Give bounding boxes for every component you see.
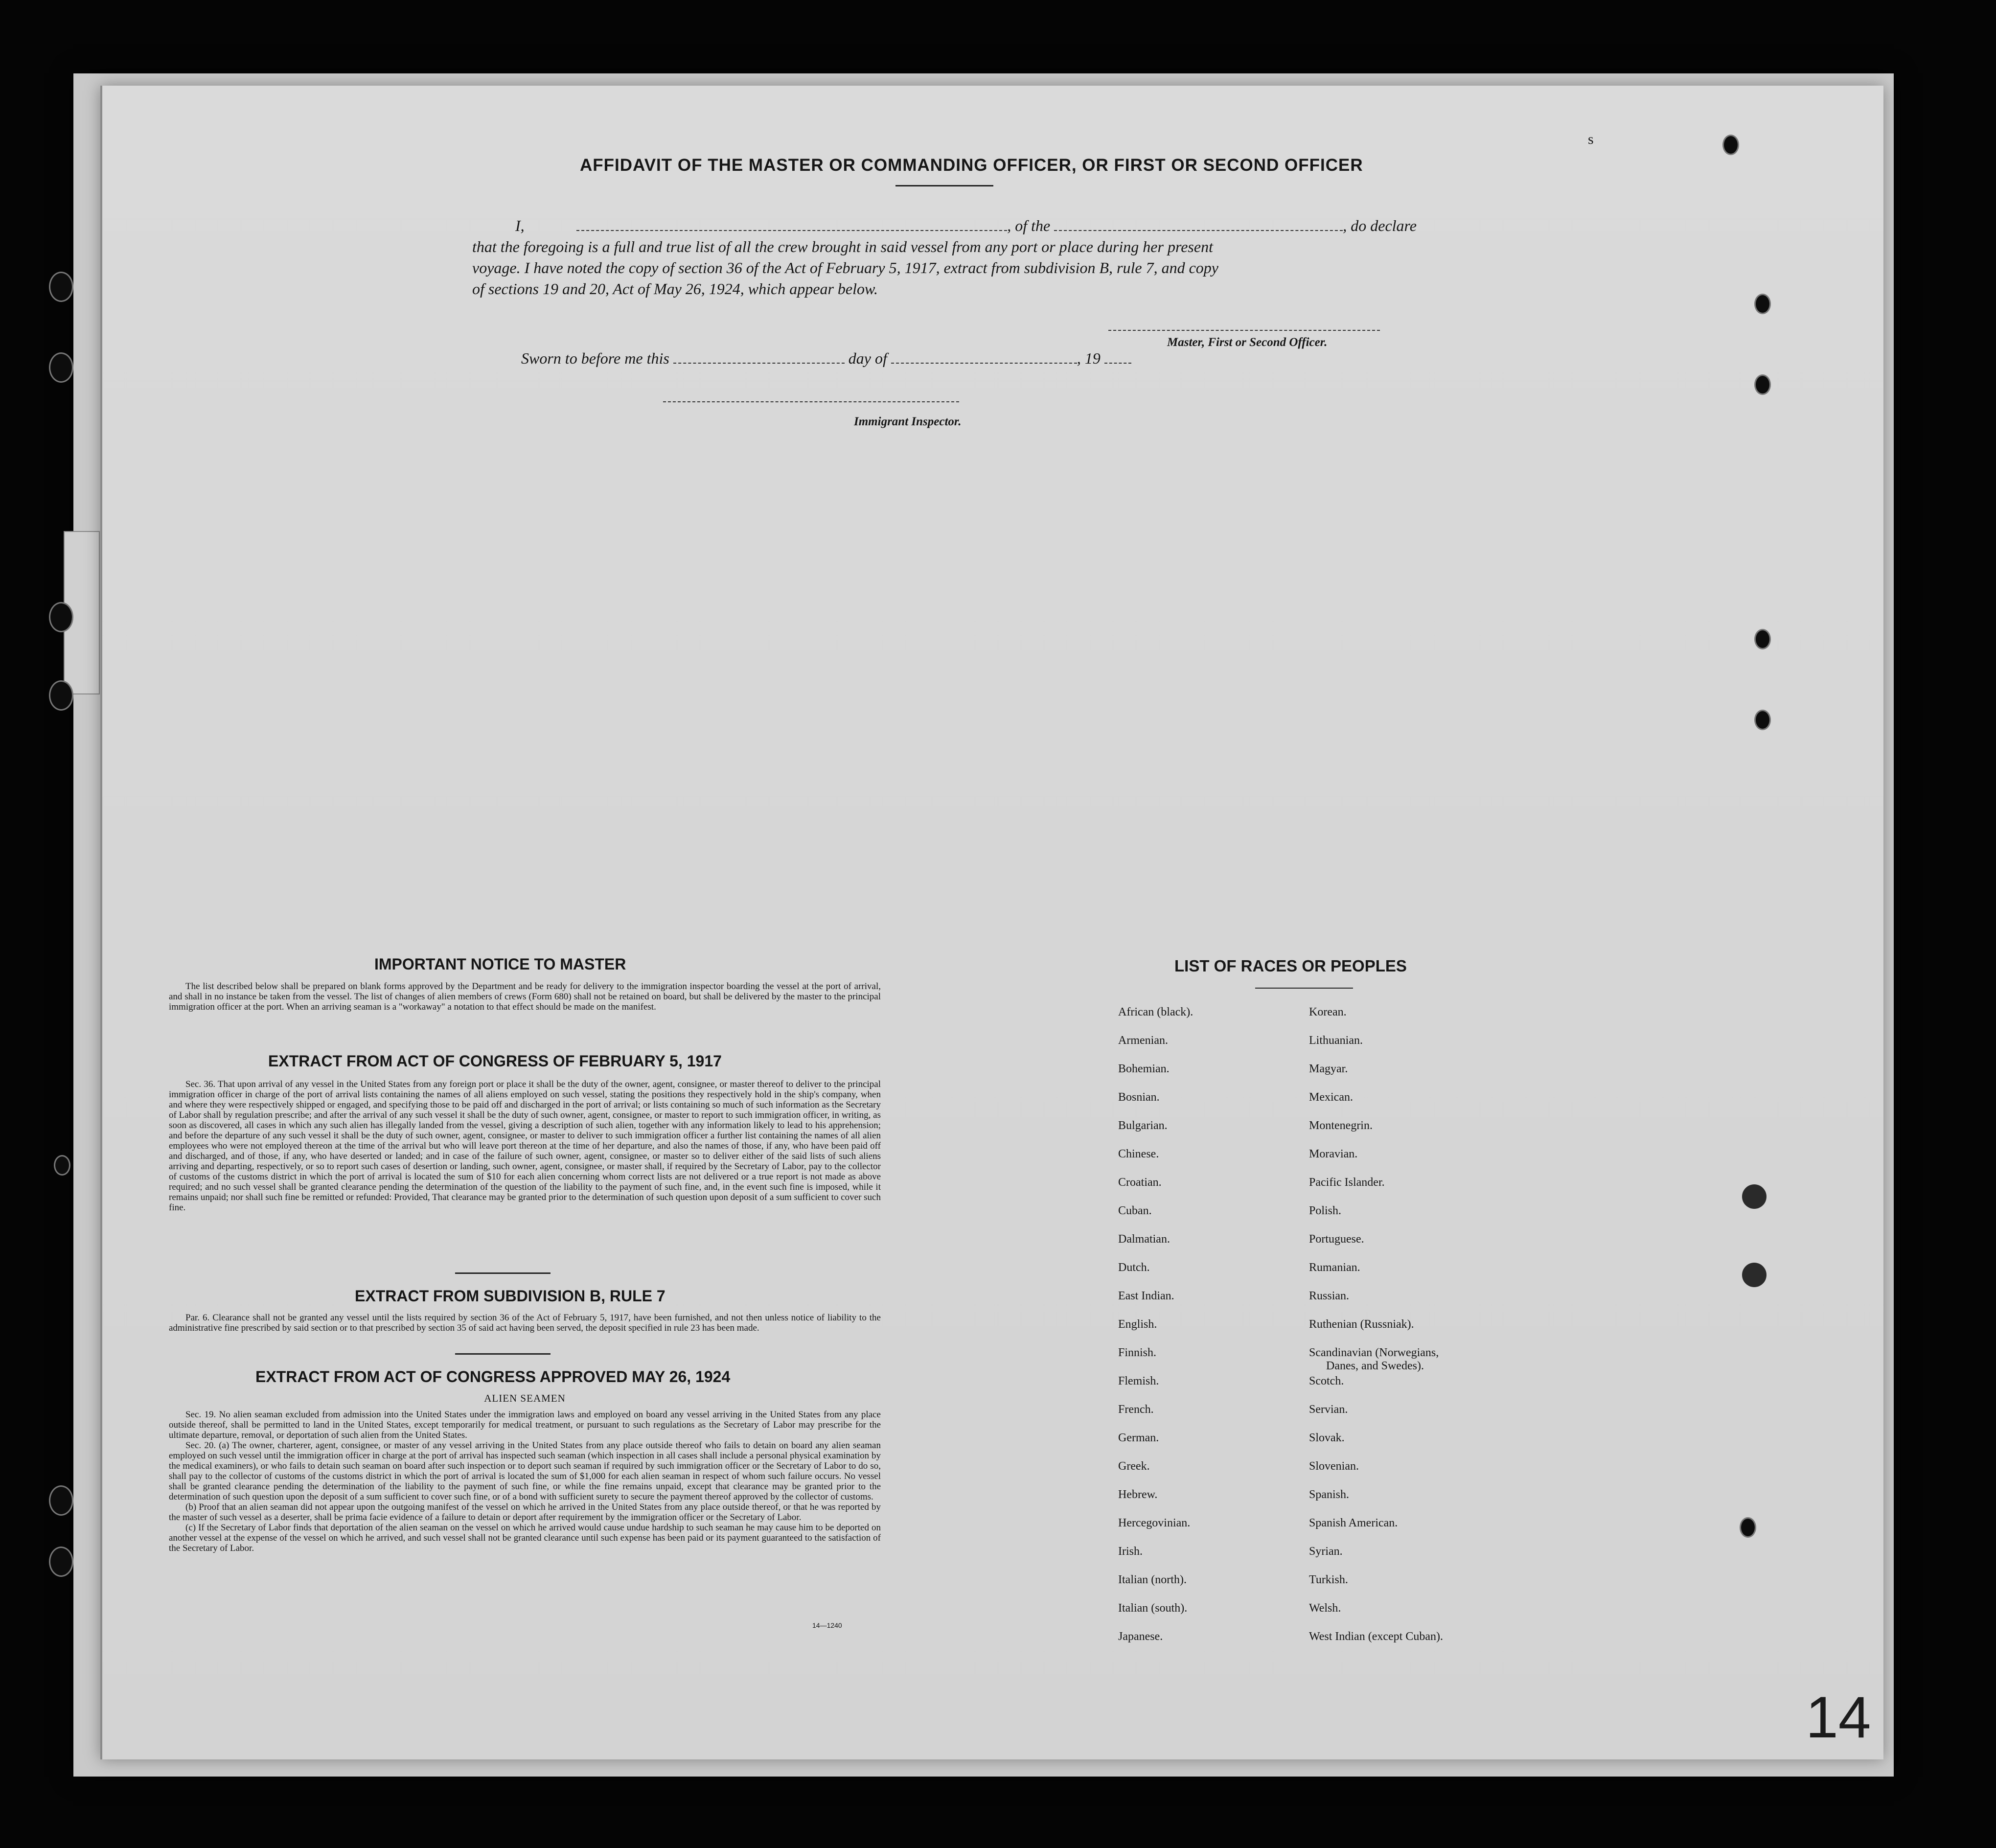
- race-item: West Indian (except Cuban).: [1309, 1630, 1443, 1643]
- punch-mark: [1742, 1263, 1767, 1287]
- section-19-paragraph: Sec. 19. No alien seaman excluded from admission into the United States under the immigration laws and employed on board any vessel arriving in the United States from any place outside thereof, shall be permitted to land in the United States, except temporarily for medical treatment, or pursuant to such regulations as the Secretary of Labor may prescribe for the ultimate departure, removal, or deportation of such alien from the United States.: [169, 1409, 881, 1440]
- race-item: Bohemian.: [1118, 1063, 1170, 1075]
- do-declare-text: , do declare: [1343, 217, 1417, 234]
- rule-7-body: [169, 1313, 881, 1333]
- race-item: Hebrew.: [1118, 1488, 1158, 1501]
- affidavit-line-4: of sections 19 and 20, Act of May 26, 1924, which appear below.: [472, 280, 878, 298]
- punch-hole: [1722, 135, 1739, 155]
- race-item: Servian.: [1309, 1403, 1348, 1416]
- races-title-rule: [1255, 988, 1353, 989]
- race-item: Armenian.: [1118, 1034, 1168, 1047]
- race-item: Chinese.: [1118, 1148, 1159, 1160]
- race-item: Turkish.: [1309, 1573, 1348, 1586]
- vessel-name-blank[interactable]: [1054, 230, 1343, 231]
- inspector-caption: Immigrant Inspector.: [854, 415, 962, 428]
- race-item: Magyar.: [1309, 1063, 1348, 1075]
- punch-hole: [49, 1485, 73, 1516]
- race-item: Korean.: [1309, 1006, 1347, 1018]
- punch-hole: [49, 352, 73, 383]
- race-item: Danes, and Swedes).: [1326, 1360, 1424, 1372]
- race-item: Portuguese.: [1309, 1233, 1364, 1246]
- race-item: French.: [1118, 1403, 1154, 1416]
- race-item: Scotch.: [1309, 1375, 1344, 1387]
- race-item: Ruthenian (Russniak).: [1309, 1318, 1414, 1331]
- punch-hole: [1754, 374, 1771, 395]
- sworn-prefix: Sworn to before me this: [521, 349, 669, 367]
- extract-1917-body: [169, 1079, 881, 1213]
- section-36-paragraph: Sec. 36. That upon arrival of any vessel in the United States from any foreign port or place it shall be the duty of the owner, agent, consignee, or master thereof to deliver to the principal immigration officer in charge of the port of arrival lists containing the names of all aliens employed on such vessel, stating the positions they respectively hold in the ship's company, when and where they were respectively shipped or engaged, and specifying those to be paid off and discharged in the port of arrival; or lists containing so much of such information as the Secretary of Labor shall by regulation prescribe; and after the arrival of any such vessel it shall be the duty of such owner, agent, consignee, or master to report to such immigration officer, in writing, as soon as discovered, all cases in which any such alien has illegally landed from the vessel, giving a description of such alien, together with any information likely to lead to his apprehension; and before the departure of any such vessel it shall be the duty of such owner, agent, consignee, or master to deliver to such immigration officer a further list containing the names of all alien employees who were not employed thereon at the time of the arrival but who will leave port thereon at the time of her departure, and also the names of those, if any, who have been paid off and discharged, and of those, if any, who have deserted or landed; and in case of the failure of such owner, agent, consignee, or master so to deliver either of the said lists of such aliens arriving and departing, respectively, or so to report such cases of desertion or landing, such owner, agent, consignee, or master shall, if required by the Secretary of Labor, pay to the collector of customs of the customs district in which the port of arrival is located the sum of $10 for each alien concerning whom correct lists are not delivered or a true report is not made as above required; and no such vessel shall be granted clearance pending the determination of the question of the liability to the payment of such fine, and, in the event such fine is imposed, while it remains unpaid; nor shall such fine be remitted or refunded: Provided, That clearance may be granted prior to the determination of such question upon deposit of a sum sufficient to cover such fine.: [169, 1079, 881, 1213]
- race-item: Scandinavian (Norwegians,: [1309, 1346, 1439, 1359]
- punch-hole: [49, 680, 73, 711]
- race-item: Cuban.: [1118, 1204, 1152, 1217]
- sworn-day-of: day of: [848, 349, 887, 367]
- race-item: Greek.: [1118, 1460, 1150, 1473]
- section-20a-paragraph: Sec. 20. (a) The owner, charterer, agent, consignee, or master of any vessel arriving in the United States from any place outside thereof who fails to detain on board any alien seaman employed on such vessel until the immigration officer in charge at the port of arrival has inspected such seaman (which inspection in all cases shall include a personal physical examination by the medical examiners), or who fails to detain such seaman on board after such inspection or to deport such seaman if required by such immigration officer or the Secretary of Labor to do so, shall pay to the collector of customs of the customs district in which the port of arrival is located the sum of $1,000 for each alien seaman in respect of whom such failure occurs. No vessel shall be granted clearance pending the determination of the liability to the payment of such fine, or while the fine remains unpaid, except that clearance may be granted prior to the determination of such question upon the deposit of a sum sufficient to cover such fine, or of a bond with sufficient surety to secure the payment thereof approved by the collector of customs.: [169, 1440, 881, 1502]
- affidavit-line-2: that the foregoing is a full and true list of all the crew brought in said vessel from any port or place during her present: [472, 238, 1213, 255]
- race-item: East Indian.: [1118, 1290, 1174, 1302]
- affidavit-title: AFFIDAVIT OF THE MASTER OR COMMANDING OFFICER, OR FIRST OR SECOND OFFICER: [580, 156, 1363, 175]
- race-item: Spanish American.: [1309, 1517, 1398, 1529]
- race-item: Italian (south).: [1118, 1602, 1188, 1615]
- race-item: Polish.: [1309, 1204, 1342, 1217]
- form-code: 14—1240: [812, 1621, 842, 1629]
- master-signature-line[interactable]: [1108, 330, 1380, 331]
- punch-hole: [54, 1155, 70, 1176]
- declarant-prefix: I,: [515, 217, 525, 234]
- sworn-line: [521, 349, 1131, 368]
- notice-title: IMPORTANT NOTICE TO MASTER: [374, 955, 626, 973]
- inspector-signature-line[interactable]: [663, 401, 959, 402]
- race-item: Bulgarian.: [1118, 1119, 1168, 1132]
- affidavit-line-1: [472, 215, 1417, 236]
- section-rule: [455, 1272, 551, 1274]
- rule-7-title: EXTRACT FROM SUBDIVISION B, RULE 7: [355, 1287, 665, 1305]
- race-item: Dutch.: [1118, 1261, 1150, 1274]
- punch-hole: [1754, 629, 1771, 649]
- race-item: Hercegovinian.: [1118, 1517, 1191, 1529]
- race-item: Montenegrin.: [1309, 1119, 1373, 1132]
- extract-1924-body: [169, 1409, 881, 1553]
- race-item: English.: [1118, 1318, 1157, 1331]
- race-item: Croatian.: [1118, 1176, 1162, 1189]
- rule-7-paragraph: Par. 6. Clearance shall not be granted any vessel until the lists required by section 36 of the Act of February 5, 1917, have been furnished, and not then unless notice of liability to the administrative fine prescribed by said section or to that prescribed by section 35 of said act having been served, the deposit specified in rule 23 has been made.: [169, 1313, 881, 1333]
- notice-body: [169, 981, 881, 1012]
- race-item: Moravian.: [1309, 1148, 1358, 1160]
- race-item: Lithuanian.: [1309, 1034, 1363, 1047]
- declarant-name-blank[interactable]: [576, 230, 1007, 231]
- race-item: Slovenian.: [1309, 1460, 1359, 1473]
- affidavit-line-3: voyage. I have noted the copy of section 36 of the Act of February 5, 1917, extract from subdivision B, rule 7, and copy: [472, 259, 1218, 277]
- sworn-year-blank[interactable]: [1104, 363, 1131, 364]
- sworn-day-blank[interactable]: [673, 363, 845, 364]
- race-item: Slovak.: [1309, 1432, 1345, 1444]
- race-item: Dalmatian.: [1118, 1233, 1170, 1246]
- punch-hole: [49, 272, 73, 302]
- extract-1917-title: EXTRACT FROM ACT OF CONGRESS OF FEBRUARY 5, 1917: [268, 1052, 722, 1070]
- race-item: Bosnian.: [1118, 1091, 1160, 1104]
- race-item: Welsh.: [1309, 1602, 1341, 1615]
- race-item: Syrian.: [1309, 1545, 1343, 1558]
- corner-mark: s: [1588, 131, 1594, 147]
- race-item: Spanish.: [1309, 1488, 1350, 1501]
- race-item: African (black).: [1118, 1006, 1193, 1018]
- race-item: Italian (north).: [1118, 1573, 1187, 1586]
- punch-hole: [1740, 1517, 1756, 1538]
- affidavit-statement: [472, 215, 1417, 300]
- section-20c-paragraph: (c) If the Secretary of Labor finds that deportation of the alien seaman on the vessel on which he arrived would cause undue hardship to such seaman he may cause him to be deported on another vessel at the expense of the vessel on which he arrived, and such vessel shall not be granted clearance until such expense has been paid or its payment guaranteed to the satisfaction of the Secretary of Labor.: [169, 1523, 881, 1553]
- punch-mark: [1742, 1184, 1767, 1209]
- race-item: Flemish.: [1118, 1375, 1159, 1387]
- page-number-stamp: 14: [1806, 1685, 1871, 1750]
- race-item: Japanese.: [1118, 1630, 1163, 1643]
- race-item: German.: [1118, 1432, 1159, 1444]
- alien-seamen-subtitle: ALIEN SEAMEN: [484, 1392, 566, 1404]
- sworn-month-blank[interactable]: [891, 363, 1077, 364]
- section-20b-paragraph: (b) Proof that an alien seaman did not appear upon the outgoing manifest of the vessel on which he arrived in the United States from any place outside thereof, or that he was reported by the master of such vessel as a deserter, shall be prima facie evidence of a failure to detain or deport after requirement by the immigration officer or the Secretary of Labor.: [169, 1502, 881, 1523]
- race-item: Mexican.: [1309, 1091, 1353, 1104]
- race-item: Finnish.: [1118, 1346, 1157, 1359]
- of-the-text: , of the: [1007, 217, 1051, 234]
- punch-hole: [1754, 294, 1771, 314]
- section-rule: [455, 1353, 551, 1355]
- race-item: Russian.: [1309, 1290, 1350, 1302]
- notice-paragraph: The list described below shall be prepared on blank forms approved by the Department and be ready for delivery to the immigration inspector boarding the vessel at the port of arrival, and shall in no instance be taken from the vessel. The list of changes of alien members of crews (Form 680) shall not be retained on board, but shall be delivered by the master to the principal immigration officer at the port. When an arriving seaman is a "workaway" a notation to that effect should be made on the manifest.: [169, 981, 881, 1012]
- extract-1924-title: EXTRACT FROM ACT OF CONGRESS APPROVED MAY 26, 1924: [255, 1368, 731, 1386]
- title-rule: [895, 185, 993, 186]
- punch-hole: [1754, 710, 1771, 730]
- race-item: Irish.: [1118, 1545, 1143, 1558]
- race-item: Pacific Islander.: [1309, 1176, 1385, 1189]
- races-title: LIST OF RACES OR PEOPLES: [1174, 957, 1407, 975]
- master-caption: Master, First or Second Officer.: [1167, 336, 1328, 349]
- punch-hole: [49, 1547, 73, 1577]
- punch-hole: [49, 602, 73, 632]
- race-item: Rumanian.: [1309, 1261, 1360, 1274]
- sworn-year-prefix: , 19: [1077, 349, 1101, 367]
